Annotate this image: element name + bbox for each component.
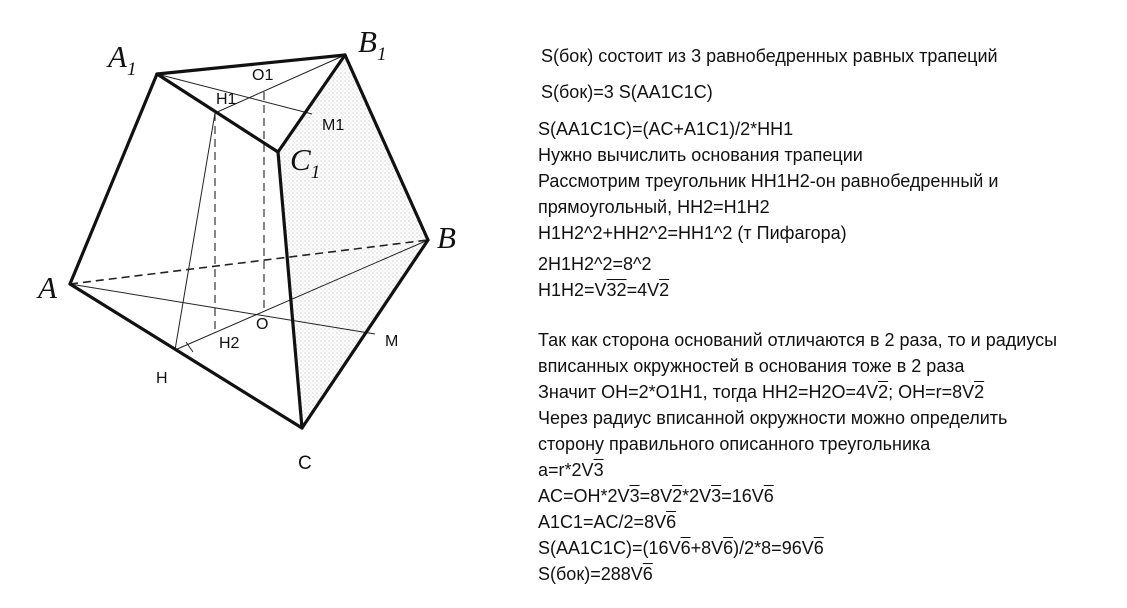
solution-line-11: вписанных окружностей в основания тоже в 2 раза [538,356,965,376]
radicand: 3 [629,486,640,506]
point-label-O: O [256,316,269,333]
radicand: 3 [711,486,722,506]
vertex-label-C1: $C_1$ [290,142,321,183]
solution-line-16: AC=OH*2V3=8V2*2V3=16V6 [538,486,774,506]
solution-line-12: Значит OH=2*O1H1, тогда HH2=H2O=4V2; OH=r=8V2 [538,382,985,402]
solution-line-4: Нужно вычислить основания трапеции [538,145,863,165]
solution-line-19: S(бок)=288V6 [538,564,653,584]
solution-line-1: S(бок) состоит из 3 равнобедренных равных трапеций [541,46,998,66]
radicand: 6 [666,512,677,532]
radicand: 6 [642,564,653,584]
solution-line-2: S(бок)=3 S(AA1C1C) [541,82,713,102]
radicand: 32 [606,280,627,300]
radicand: 6 [763,486,774,506]
point-label-H: H [156,370,168,387]
solution-line-3: S(AA1C1C)=(AC+A1C1)/2*HH1 [538,119,794,139]
vertex-label-B: B [437,220,456,255]
solution-line-9: H1H2=V32=4V2 [538,280,670,300]
vertex-label-A1: $A_1$ [108,39,137,80]
solution-line-14: сторону правильного описанного треугольника [538,434,931,454]
vertex-label-A: A [38,270,57,305]
point-label-H1: H1 [216,91,237,108]
radicand: 6 [680,538,691,558]
solution-line-8: 2H1H2^2=8^2 [538,254,652,274]
point-label-M1: M1 [322,117,345,134]
solution-line-13: Через радиус вписанной окружности можно определить [538,408,1008,428]
edge-A1-B1 [157,55,345,74]
radicand: 2 [672,486,683,506]
edge-A-C [70,284,302,428]
solution-line-17: A1C1=AC/2=8V6 [538,512,677,532]
vertex-label-C: C [298,453,312,474]
solution-line-10: Так как сторона оснований отличаются в 2 раза, то и радиусы [538,330,1058,350]
edge-A-A1 [70,74,157,284]
point-label-O1: O1 [252,67,274,84]
solution-line-15: a=r*2V3 [538,460,604,480]
radicand: 2 [974,382,985,402]
solution-line-7: H1H2^2+HH2^2=HH1^2 (т Пифагора) [538,223,847,243]
segment-H-H1 [175,113,215,350]
point-label-M: M [385,333,399,350]
radicand: 6 [813,538,824,558]
vertex-label-B1: $B_1$ [358,24,387,65]
radicand: 3 [593,460,604,480]
point-label-H2: H2 [219,335,240,352]
edge-C1-A1 [157,74,278,152]
solution-line-5: Рассмотрим треугольник HH1H2-он равнобедренный и [538,171,999,191]
solution-line-6: прямоугольный, HH2=H1H2 [538,197,770,217]
radicand: 6 [723,538,734,558]
solution-line-18: S(AA1C1C)=(16V6+8V6)/2*8=96V6 [538,538,824,558]
radicand: 2 [659,280,670,300]
frustum-figure [0,0,520,608]
radicand: 2 [878,382,889,402]
